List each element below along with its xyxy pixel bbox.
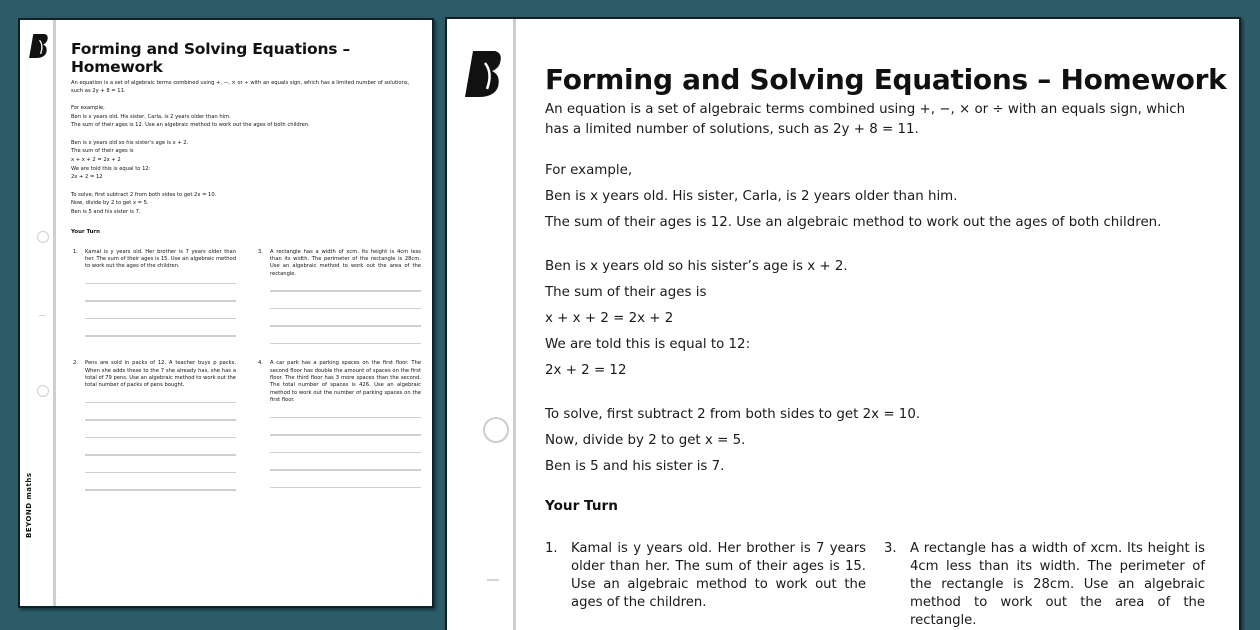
solution-line: Now, divide by 2 to get x = 5. (71, 200, 149, 207)
answer-lines[interactable] (85, 283, 236, 337)
example-heading: For example, (71, 105, 105, 111)
solution-line: Ben is 5 and his sister is 7. (545, 459, 725, 474)
fold-mark (39, 315, 45, 316)
example-heading: For example, (545, 163, 633, 178)
working-line: 2x + 2 = 12 (545, 363, 627, 378)
question-4: 4. A car park has a parking spaces on the first floor. The second floor has double the amount of spaces on the first floor. The third floor has 3 more spaces than the second. The total number of spaces is 426. Use an algebraic method to work out the number of parking spaces on the first floor. (258, 360, 421, 404)
question-3: 3. A rectangle has a width of xcm. Its height is 4cm less than its width. The perimeter of the rectangle is 28cm. Use an algebraic method to work out the area of the rectangle. (884, 541, 1205, 628)
answer-lines[interactable] (270, 417, 421, 489)
answer-lines[interactable] (85, 402, 236, 491)
intro-text: An equation is a set of algebraic terms combined using +, −, × or ÷ with an equals sign, which has a limited number of solutions, such as 2y + 8 = 11. (71, 80, 410, 94)
worksheet-title: Forming and Solving Equations – Homework (545, 63, 1227, 96)
example-line: Ben is x years old. His sister, Carla, is 2 years older than him. (545, 189, 958, 204)
beyond-logo-icon (465, 49, 503, 99)
worksheet-preview-small (18, 18, 434, 608)
example-line: The sum of their ages is 12. Use an algebraic method to work out the ages of both children. (545, 215, 1162, 230)
solution-line: Now, divide by 2 to get x = 5. (545, 433, 746, 448)
question-block (256, 360, 421, 507)
binder-hole (483, 417, 509, 443)
margin-line (513, 19, 516, 630)
solution-line: To solve, first subtract 2 from both sides to get 2x = 10. (545, 407, 921, 422)
worksheet-content (71, 40, 421, 507)
question-block (71, 249, 236, 361)
margin-line (53, 20, 56, 606)
working-line: 2x + 2 = 12 (71, 174, 103, 181)
example-line: Ben is x years old. His sister, Carla, is 2 years older than him. (71, 113, 231, 120)
working-line: We are told this is equal to 12: (71, 165, 151, 172)
example-line: The sum of their ages is 12. Use an algebraic method to work out the ages of both children. (71, 122, 310, 129)
questions-grid (545, 540, 1205, 630)
solution-line: To solve, first subtract 2 from both sides to get 2x = 10. (71, 191, 217, 198)
working-line: x + x + 2 = 2x + 2 (545, 311, 674, 326)
your-turn-heading: Your Turn (545, 498, 618, 514)
question-3: 3. A rectangle has a width of xcm. Its height is 4cm less than its width. The perimeter of the rectangle is 28cm. Use an algebraic method to work out the area of the rectangle. (258, 248, 421, 277)
answer-lines[interactable] (270, 290, 421, 344)
working-line: The sum of their ages is (71, 148, 134, 155)
working-line: x + x + 2 = 2x + 2 (71, 156, 121, 163)
solution-line: Ben is 5 and his sister is 7. (71, 208, 141, 215)
binder-hole (37, 231, 49, 243)
fold-mark (487, 579, 499, 581)
worksheet-content (545, 63, 1227, 630)
questions-grid (71, 249, 421, 507)
question-1: 1. Kamal is y years old. Her brother is 7 years older than her. The sum of their ages is 15. Use an algebraic method to work out the ages of the children. (545, 541, 866, 610)
beyond-logo-icon (29, 33, 49, 59)
working-line: The sum of their ages is (545, 285, 707, 300)
working-line: Ben is x years old so his sister’s age is x + 2. (71, 139, 189, 146)
working-line: We are told this is equal to 12: (545, 337, 751, 352)
brand-label: BEYOND maths (25, 472, 33, 538)
intro-text: An equation is a set of algebraic terms combined using +, −, × or ÷ with an equals sign, which has a limited number of solutions, such as 2y + 8 = 11. (545, 102, 1186, 137)
worksheet-preview-large (445, 17, 1241, 630)
question-block (256, 249, 421, 361)
binder-hole (37, 385, 49, 397)
question-2: 2. Pens are sold in packs of 12. A teacher buys p packs. When she adds these to the 7 she already has, she has a total of 79 pens. Use an algebraic method to work out the total number of packs of pens bought. (73, 360, 236, 389)
worksheet-title: Forming and Solving Equations – Homework (71, 40, 351, 76)
question-block (71, 360, 236, 507)
question-1: 1. Kamal is y years old. Her brother is 7 years older than her. The sum of their ages is 15. Use an algebraic method to work out the ages of the children. (73, 248, 236, 270)
working-line: Ben is x years old so his sister’s age is x + 2. (545, 259, 848, 274)
your-turn-heading: Your Turn (71, 228, 100, 235)
